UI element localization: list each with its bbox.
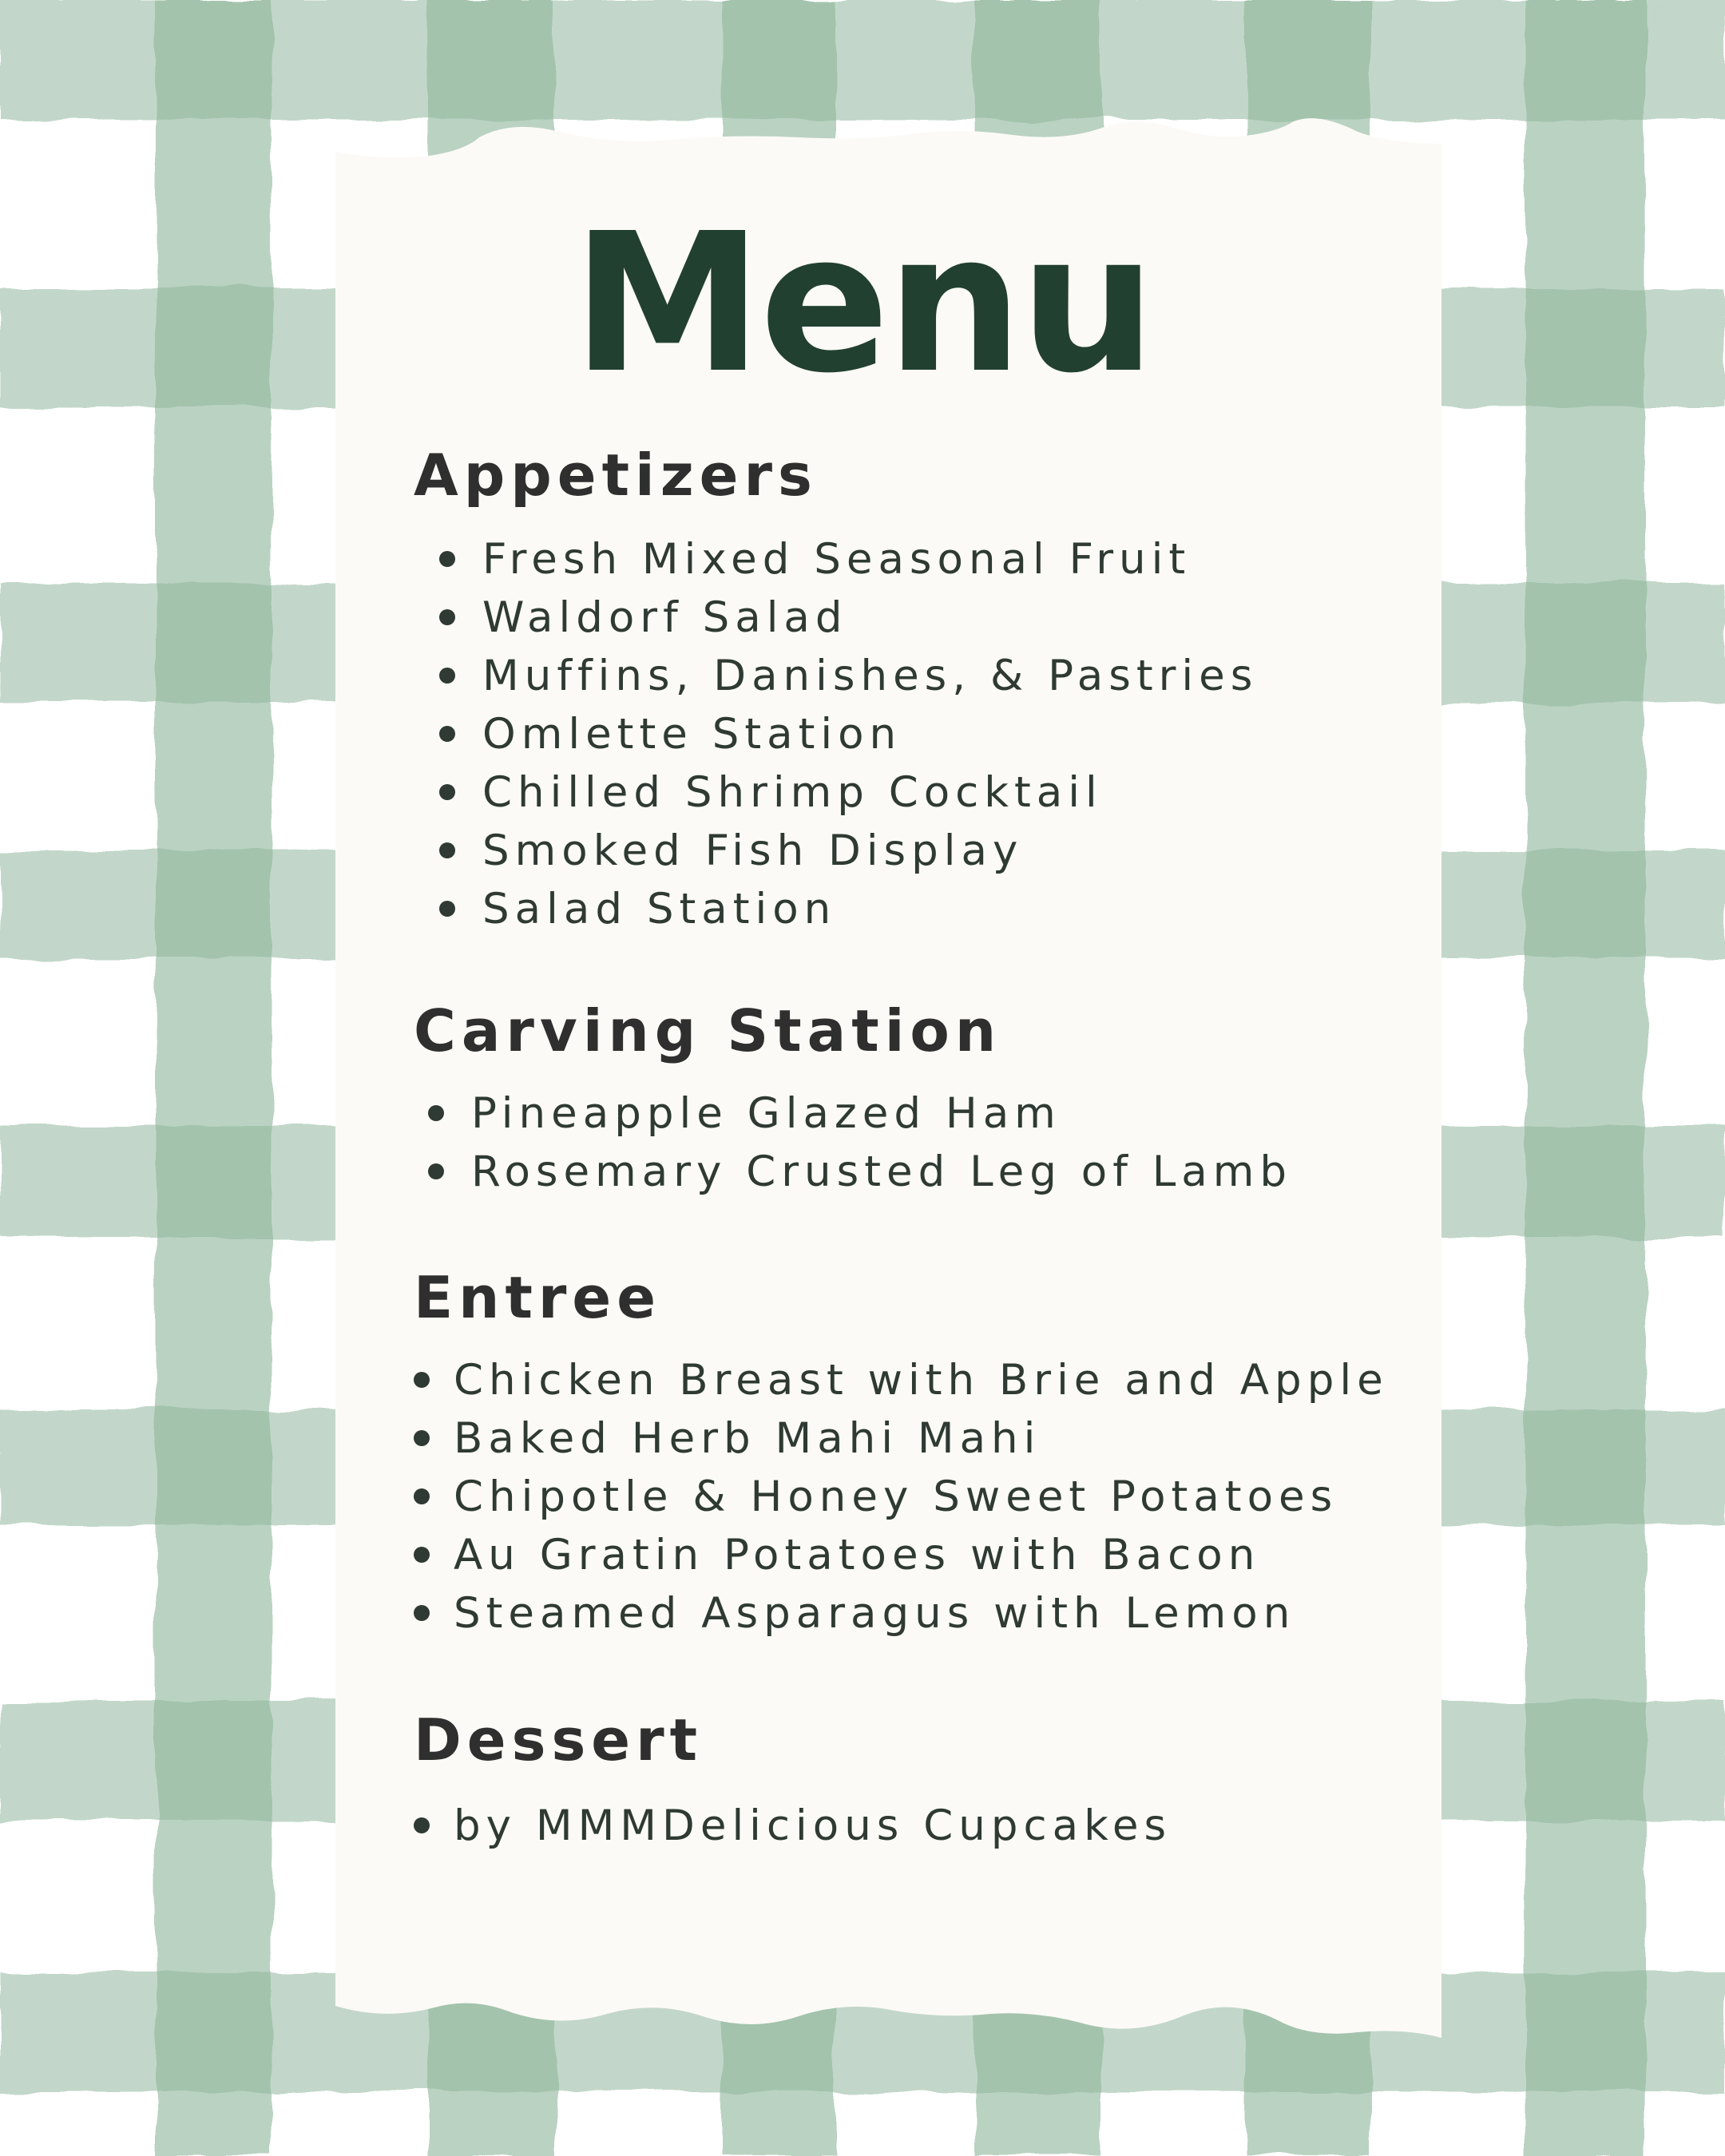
- bullet-icon: [414, 1547, 430, 1563]
- section-heading-carving-station: Carving Station: [414, 997, 1002, 1064]
- list-item: Waldorf Salad: [414, 589, 1404, 647]
- bullet-icon: [428, 1105, 444, 1121]
- section-heading-entree: Entree: [414, 1264, 662, 1331]
- entree-list: [414, 1351, 1404, 1643]
- section-dessert: [414, 1704, 1404, 1855]
- bullet-icon: [439, 726, 455, 742]
- section-carving-station: [414, 995, 1404, 1201]
- list-item: Chicken Breast with Brie and Apple: [414, 1351, 1404, 1409]
- list-item: Smoked Fish Display: [414, 822, 1404, 880]
- bullet-icon: [439, 784, 455, 800]
- bullet-icon: [439, 609, 455, 625]
- bullet-icon: [414, 1817, 430, 1833]
- list-item: Omlette Station: [414, 705, 1404, 763]
- list-item: Au Gratin Potatoes with Bacon: [414, 1526, 1404, 1584]
- section-heading-dessert: Dessert: [414, 1706, 704, 1774]
- bullet-icon: [414, 1430, 430, 1446]
- list-item: Salad Station: [414, 880, 1404, 938]
- bullet-icon: [439, 551, 455, 567]
- section-heading-appetizers: Appetizers: [414, 442, 818, 509]
- list-item: Rosemary Crusted Leg of Lamb: [414, 1143, 1404, 1201]
- list-item: Chipotle & Honey Sweet Potatoes: [414, 1468, 1404, 1526]
- bullet-icon: [414, 1372, 430, 1388]
- carving-station-list: [414, 1084, 1404, 1201]
- bullet-icon: [414, 1488, 430, 1504]
- bullet-icon: [428, 1163, 444, 1179]
- list-item: Fresh Mixed Seasonal Fruit: [414, 530, 1404, 589]
- dessert-list: [414, 1797, 1404, 1855]
- appetizers-list: [414, 530, 1404, 938]
- menu-title: Menu: [572, 192, 1153, 415]
- bullet-icon: [439, 842, 455, 858]
- bullet-icon: [439, 668, 455, 684]
- list-item: by MMMDelicious Cupcakes: [414, 1797, 1404, 1855]
- section-entree: [414, 1262, 1404, 1643]
- list-item: Muffins, Danishes, & Pastries: [414, 647, 1404, 705]
- bullet-icon: [439, 901, 455, 917]
- list-item: Pineapple Glazed Ham: [414, 1084, 1404, 1143]
- list-item: Chilled Shrimp Cocktail: [414, 763, 1404, 822]
- bullet-icon: [414, 1605, 430, 1621]
- list-item: Baked Herb Mahi Mahi: [414, 1409, 1404, 1468]
- section-appetizers: [414, 439, 1404, 938]
- list-item: Steamed Asparagus with Lemon: [414, 1584, 1404, 1643]
